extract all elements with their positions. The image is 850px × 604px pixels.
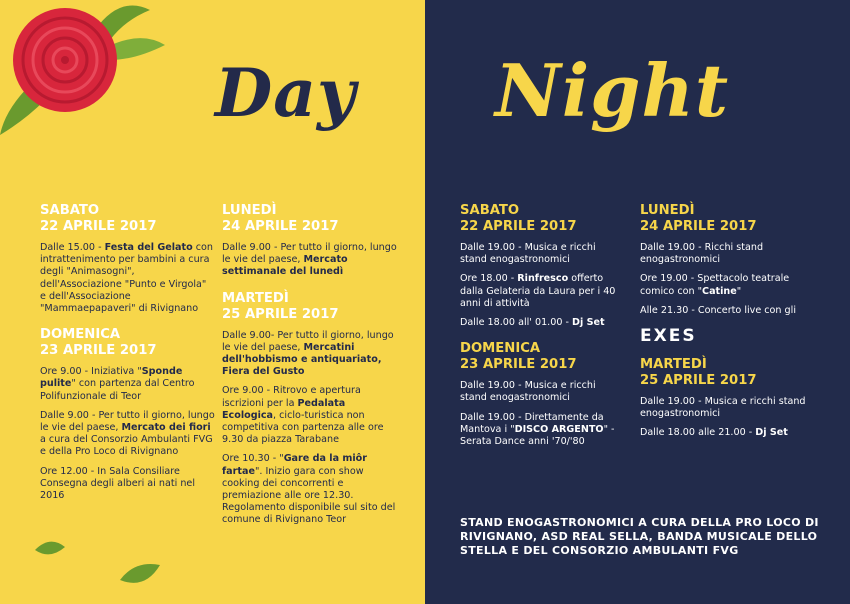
event-text: " - Serata Dance anni '70/'80 bbox=[460, 423, 615, 448]
section-weekday: LUNEDÌ bbox=[640, 203, 695, 218]
day-column-left bbox=[40, 203, 215, 502]
section-date: 23 APRILE 2017 bbox=[40, 343, 157, 359]
event-text: Dalle 9.00- Per tutto il giorno, lungo le vie del paese, bbox=[222, 329, 394, 353]
section-weekday: SABATO bbox=[40, 203, 100, 218]
section-weekday: MARTEDÌ bbox=[640, 357, 707, 373]
day-section bbox=[40, 327, 215, 502]
event-highlight: Dj Set bbox=[755, 427, 788, 439]
event-text: Ore 12.00 - In Sala Consiliare Consegna degli alberi ai nati nel 2016 bbox=[40, 465, 195, 502]
event-text: Dalle 9.00 - Per tutto il giorno, lungo le vie del paese, bbox=[222, 242, 397, 266]
day-section bbox=[460, 341, 625, 448]
section-weekday: DOMENICA bbox=[40, 327, 121, 343]
section-weekday: DOMENICA bbox=[460, 341, 541, 357]
event-item bbox=[40, 466, 215, 503]
event-item bbox=[40, 242, 215, 315]
event-highlight: Mercato settimanale del lunedì bbox=[222, 254, 348, 278]
day-title: Day bbox=[215, 54, 357, 132]
event-text: " con partenza dal Centro Polifunzionale di Teor bbox=[40, 378, 195, 402]
event-text: " bbox=[736, 285, 742, 297]
event-text: Ore 9.00 - Iniziativa " bbox=[40, 366, 142, 378]
event-item bbox=[40, 410, 215, 459]
event-item bbox=[40, 366, 215, 403]
event-text: Dalle 19.00 - Musica e ricchi stand enogastronomici bbox=[460, 380, 596, 404]
event-text: Ore 9.00 - Ritrovo e apertura iscrizioni per la bbox=[222, 385, 361, 409]
event-text: Dalle 9.00 - Per tutto il giorno, lungo le vie del paese, bbox=[40, 409, 215, 434]
event-text: Dalle 19.00 - Ricchi stand enogastronomici bbox=[640, 242, 764, 266]
event-highlight: DISCO ARGENTO bbox=[514, 423, 604, 435]
day-section bbox=[40, 203, 215, 315]
event-highlight: Sponde pulite bbox=[40, 366, 183, 390]
section-date: 25 APRILE 2017 bbox=[222, 306, 339, 322]
band-logo-text: EXES bbox=[640, 326, 697, 346]
event-text: Dalle 19.00 - Musica e ricchi stand enogastronomici bbox=[460, 242, 596, 266]
band-logo-icon bbox=[640, 325, 712, 345]
event-item bbox=[222, 385, 400, 446]
event-item bbox=[460, 317, 625, 329]
event-item bbox=[460, 412, 625, 449]
event-text: Dalle 15.00 - bbox=[40, 242, 105, 253]
section-weekday: LUNEDÌ bbox=[222, 203, 277, 218]
day-section bbox=[222, 203, 400, 279]
event-text: a cura del Consorzio Ambulanti FVG e della Pro Loco di Rivignano bbox=[40, 434, 213, 458]
section-weekday: SABATO bbox=[460, 203, 520, 218]
event-text: offerto dalla Gelateria da Laura per i 40 anni di attività bbox=[460, 273, 616, 309]
event-text: Dalle 18.00 alle 21.00 - bbox=[640, 427, 756, 439]
event-text: Dalle 19.00 - Direttamente da Mantova i " bbox=[460, 411, 604, 435]
event-text: con intrattenimento per bambini a cura degli "Animasogni", dell'Associazione "Punto e Virgola" e dell'Associazione "Mammaepapaveri" di Rivignano bbox=[40, 242, 213, 315]
day-section bbox=[640, 203, 815, 345]
night-column-right bbox=[640, 203, 815, 440]
event-text: ". Inizio gara con show cooking dei concorrenti e premiazione alle ore 12.30. Regolamento disponibile sul sito del comune di Rivignano Teor bbox=[222, 465, 396, 526]
event-highlight: Catine bbox=[702, 285, 737, 297]
event-highlight: Pedalata Ecologica bbox=[222, 397, 346, 421]
day-section bbox=[222, 291, 400, 527]
leaf-decoration-icon bbox=[30, 535, 170, 595]
event-highlight: Gare da la miôr fartae bbox=[222, 453, 368, 477]
event-item bbox=[640, 427, 815, 439]
section-date: 25 APRILE 2017 bbox=[640, 373, 757, 389]
section-date: 22 APRILE 2017 bbox=[40, 219, 157, 234]
event-text: Ore 10.30 - " bbox=[222, 453, 284, 465]
night-column-left bbox=[460, 203, 625, 448]
event-item bbox=[222, 242, 400, 279]
event-highlight: Festa del Gelato bbox=[104, 242, 193, 253]
day-column-right bbox=[222, 203, 400, 527]
day-section bbox=[640, 357, 815, 440]
night-title: Night bbox=[495, 48, 730, 133]
event-item bbox=[640, 273, 815, 297]
event-highlight: Rinfresco bbox=[517, 273, 569, 285]
event-text: Ore 19.00 - Spettacolo teatrale comico con " bbox=[640, 273, 790, 297]
section-date: 23 APRILE 2017 bbox=[460, 357, 577, 373]
event-text: , ciclo-turistica non competitiva con partenza alle ore 9.30 da piazza Tarabane bbox=[222, 409, 384, 446]
night-panel bbox=[425, 0, 850, 604]
section-date: 22 APRILE 2017 bbox=[460, 219, 577, 234]
event-item bbox=[460, 273, 625, 310]
event-highlight: Dj Set bbox=[572, 317, 605, 329]
event-item bbox=[640, 305, 815, 317]
section-weekday: MARTEDÌ bbox=[222, 290, 289, 306]
event-item bbox=[460, 380, 625, 404]
event-text: Alle 21.30 - Concerto live con gli bbox=[640, 304, 796, 316]
event-item bbox=[460, 242, 625, 266]
event-text: Dalle 19.00 - Musica e ricchi stand enogastronomici bbox=[640, 396, 806, 420]
section-date: 24 APRILE 2017 bbox=[640, 219, 757, 234]
day-section bbox=[460, 203, 625, 329]
event-item bbox=[640, 242, 815, 266]
organizers-footer: STAND ENOGASTRONOMICI A CURA DELLA PRO LOCO DI RIVIGNANO, ASD REAL SELLA, BANDA MUSICALE DELLO STELLA E DEL CONSORZIO AMBULANTI FVG bbox=[460, 516, 819, 557]
event-highlight: Mercatini dell'hobbismo e antiquariato, Fiera del Gusto bbox=[222, 341, 382, 378]
section-date: 24 APRILE 2017 bbox=[222, 219, 339, 234]
event-item bbox=[640, 396, 815, 420]
event-highlight: Mercato dei fiori bbox=[121, 422, 211, 434]
event-item bbox=[222, 330, 400, 379]
event-text: Dalle 18.00 all' 01.00 - bbox=[460, 317, 572, 329]
rose-decoration-icon bbox=[0, 0, 170, 140]
event-item bbox=[222, 453, 400, 526]
event-text: Ore 18.00 - bbox=[460, 273, 518, 285]
